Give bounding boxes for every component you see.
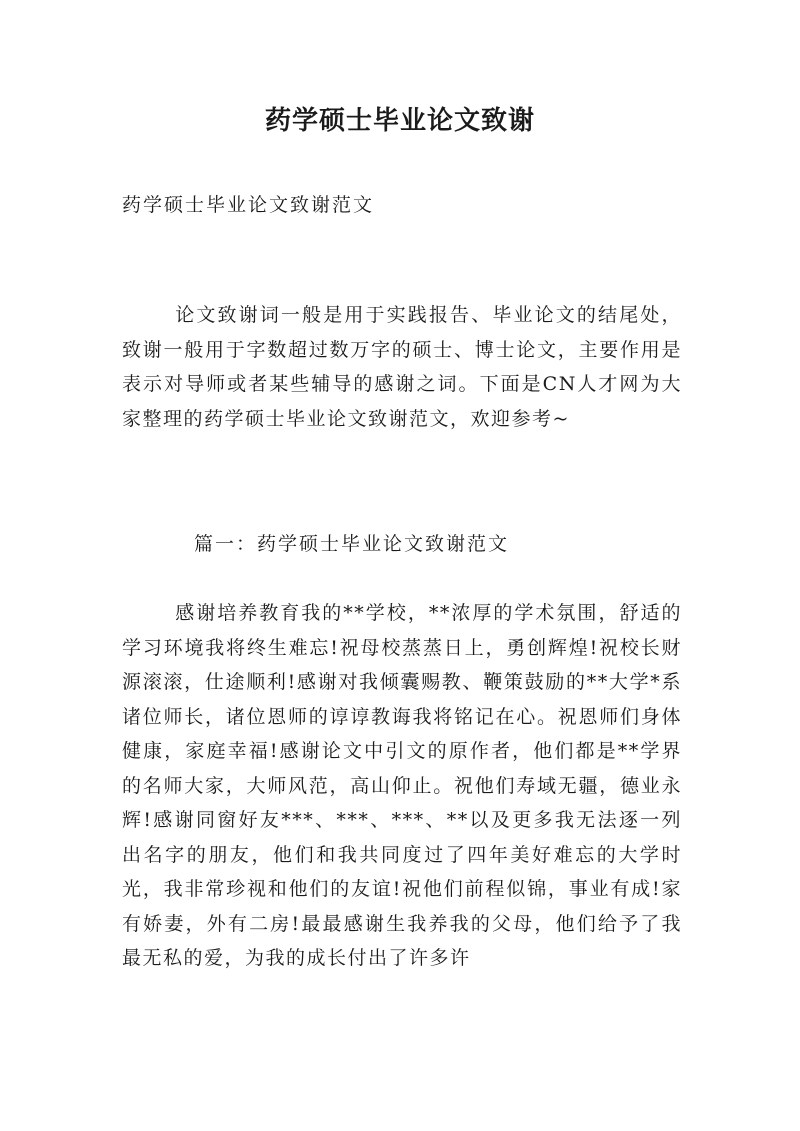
section-heading: 篇一：药学硕士毕业论文致谢范文 bbox=[194, 533, 510, 555]
body-paragraph: 感谢培养教育我的**学校，**浓厚的学术氛围，舒适的学习环境我将终生难忘!祝母校蒸蒸日上，勇创辉煌!祝校长财源滚滚，仕途顺利!感谢对我倾囊赐教、鞭策鼓励的**大学*系诸位师长，诸位恩师的谆谆教诲我将铭记在心。祝恩师们身体健康，家庭幸福!感谢论文中引文的原作者，他们都是**学界的名师大家，大师风范，高山仰止。祝他们寿域无疆，德业永辉!感谢同窗好友***、***、***、**以及更多我无法逐一列出名字的朋友，他们和我共同度过了四年美好难忘的大学时光，我非常珍视和他们的友谊!祝他们前程似锦，事业有成!家有娇妻，外有二房!最最感谢生我养我的父母，他们给予了我最无私的爱，为我的成长付出了许多许 bbox=[122, 602, 682, 969]
document-subtitle: 药学硕士毕业论文致谢范文 bbox=[122, 194, 375, 216]
document-title: 药学硕士毕业论文致谢 bbox=[264, 106, 535, 136]
intro-paragraph: 论文致谢词一般是用于实践报告、毕业论文的结尾处，致谢一般用于字数超过数万字的硕士、博士论文，主要作用是表示对导师或者某些辅导的感谢之词。下面是CN人才网为大家整理的药学硕士毕业论文致谢范文，欢迎参考~ bbox=[122, 304, 682, 430]
